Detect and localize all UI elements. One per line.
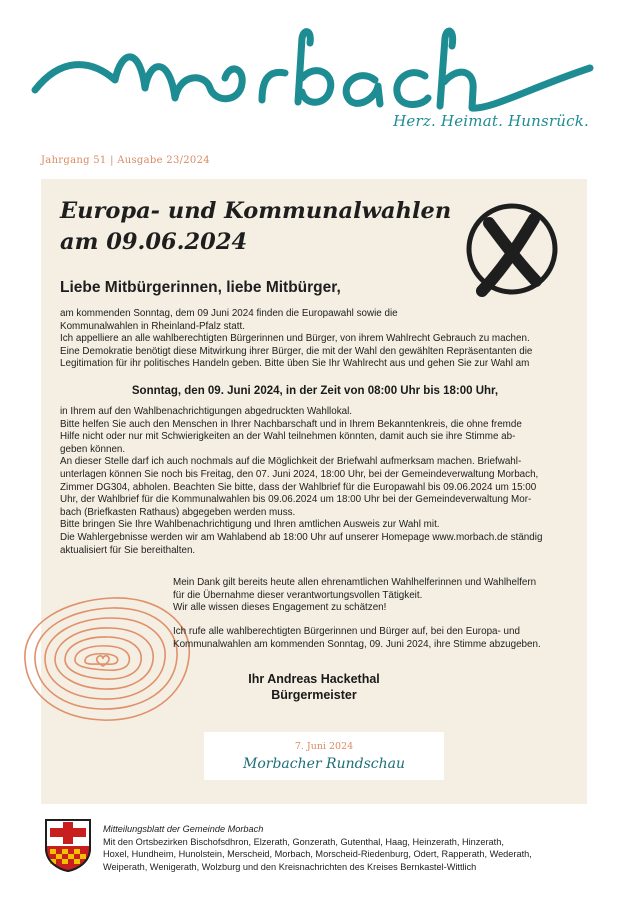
text-line: aktualisiert für Sie bereithalten.	[60, 544, 196, 556]
signature	[173, 671, 455, 703]
publication-name: Morbacher Rundschau	[243, 756, 405, 772]
text-line: geben können.	[60, 443, 126, 455]
text-line: Ich rufe alle wahlberechtigten Bürgerinnen und Bürger auf, bei den Europa- und	[173, 626, 520, 637]
election-date-highlight: Sonntag, den 09. Juni 2024, in der Zeit von 08:00 Uhr bis 18:00 Uhr,	[131, 385, 499, 397]
text-line: Ich appelliere an alle wahlberechtigten Bürgerinnen und Bürger, von ihrem Wahlrecht Gebrauch zu machen.	[60, 333, 530, 345]
text-line: Hilfe nicht oder nur mit Schwierigkeiten an der Wahl teilnehmen könnten, damit auch sie ihre Stimme ab-	[60, 431, 516, 443]
text-line: Kommunalwahlen am kommenden Sonntag, 09. Juni 2024, ihre Stimme abzugeben.	[173, 638, 541, 650]
text-line: An dieser Stelle darf ich auch nochmals auf die Möglichkeit der Briefwahl aufmerksam machen. Briefwahl-	[60, 456, 522, 468]
paragraph-main	[60, 406, 572, 557]
paragraph-thanks	[173, 577, 571, 615]
footer-line: Hoxel, Hundheim, Hunolstein, Merscheid, Morbach, Morscheid-Riedenburg, Odert, Rapperath, Wederath,	[103, 849, 532, 860]
text-line: Kommunalwahlen in Rheinland-Pfalz statt.	[60, 320, 245, 332]
page-title	[60, 196, 460, 258]
footer-text	[103, 823, 573, 873]
logo-text: morbach	[312, 58, 317, 59]
title-line-1: Europa- und Kommunalwahlen	[60, 198, 452, 224]
text-line: Uhr, der Wahlbrief für die Kommunalwahlen bis 09.06.2024 um 18:00 Uhr bei der Gemeindeverwaltung Mor-	[60, 494, 532, 506]
issue-date: 7. Juni 2024	[294, 741, 354, 752]
coat-of-arms-icon	[44, 818, 92, 872]
tree-rings-decoration	[17, 582, 197, 727]
issue-line: Jahrgang 51 | Ausgabe 23/2024	[41, 155, 210, 166]
footer-line: Weiperath, Wenigerath, Wolzburg und den Kreisnachrichten des Kreises Bernkastel-Wittlich	[103, 861, 477, 872]
text-line: in Ihrem auf den Wahlbenachrichtigungen abgedruckten Wahllokal.	[60, 406, 353, 417]
text-line: Bitte bringen Sie Ihre Wahlbenachrichtigung und Ihren amtlichen Ausweis zur Wahl mit.	[60, 519, 440, 531]
paragraph-appeal	[173, 626, 571, 651]
text-line: Mein Dank gilt bereits heute allen ehrenamtlichen Wahlhelferinnen und Wahlhelfern	[173, 577, 537, 588]
text-line: Legitimation für ihr politisches Handeln geben. Bitte üben Sie Ihr Wahlrecht aus und gehen Sie zur Wahl am	[60, 358, 530, 370]
text-line: am kommenden Sonntag, dem 09 Juni 2024 finden die Europawahl sowie die	[60, 308, 398, 319]
text-line: unterlagen können Sie noch bis Freitag, den 07. Juni 2024, 18:00 Uhr, bei der Gemeindeverwaltung Morbach,	[60, 468, 539, 480]
text-line: für die Übernahme dieser verantwortungsvollen Tätigkeit.	[173, 589, 423, 601]
greeting: Liebe Mitbürgerinnen, liebe Mitbürger,	[60, 279, 341, 296]
signature-name: Ihr Andreas Hackethal	[248, 672, 380, 686]
text-line: Bitte helfen Sie auch den Menschen in Ihrer Nachbarschaft und in Ihrem Bekanntenkreis, die ohne fremde	[60, 418, 522, 430]
footer-line: Mit den Ortsbezirken Bischofsdhron, Elzerath, Gonzerath, Gutenthal, Haag, Heinzerath, Hinzerath,	[103, 836, 504, 847]
text-line: Zimmer DG304, abholen. Beachten Sie bitte, dass der Wahlbrief für die Europawahl bis 09.06.2024 um 15:00	[60, 481, 537, 493]
title-line-2: am 09.06.2024	[60, 229, 248, 255]
footer-lead: Mitteilungsblatt der Gemeinde Morbach	[103, 824, 264, 834]
signature-role: Bürgermeister	[271, 688, 357, 702]
paragraph-intro	[60, 308, 570, 371]
text-line: Die Wahlergebnisse werden wir am Wahlabend ab 18:00 Uhr auf unserer Homepage www.morbach.de ständig	[60, 531, 543, 543]
date-box	[204, 732, 444, 780]
text-line: Wir alle wissen dieses Engagement zu schätzen!	[173, 602, 387, 614]
text-line: Eine Demokratie benötigt diese Mitwirkung ihrer Bürger, die mit der Wahl den gewählten Repräsentanten die	[60, 345, 533, 357]
tagline: Herz. Heimat. Hunsrück.	[393, 112, 589, 130]
ballot-x-icon	[464, 203, 560, 299]
text-line: bach (Briefkasten Rathaus) abgegeben werden muss.	[60, 506, 296, 518]
